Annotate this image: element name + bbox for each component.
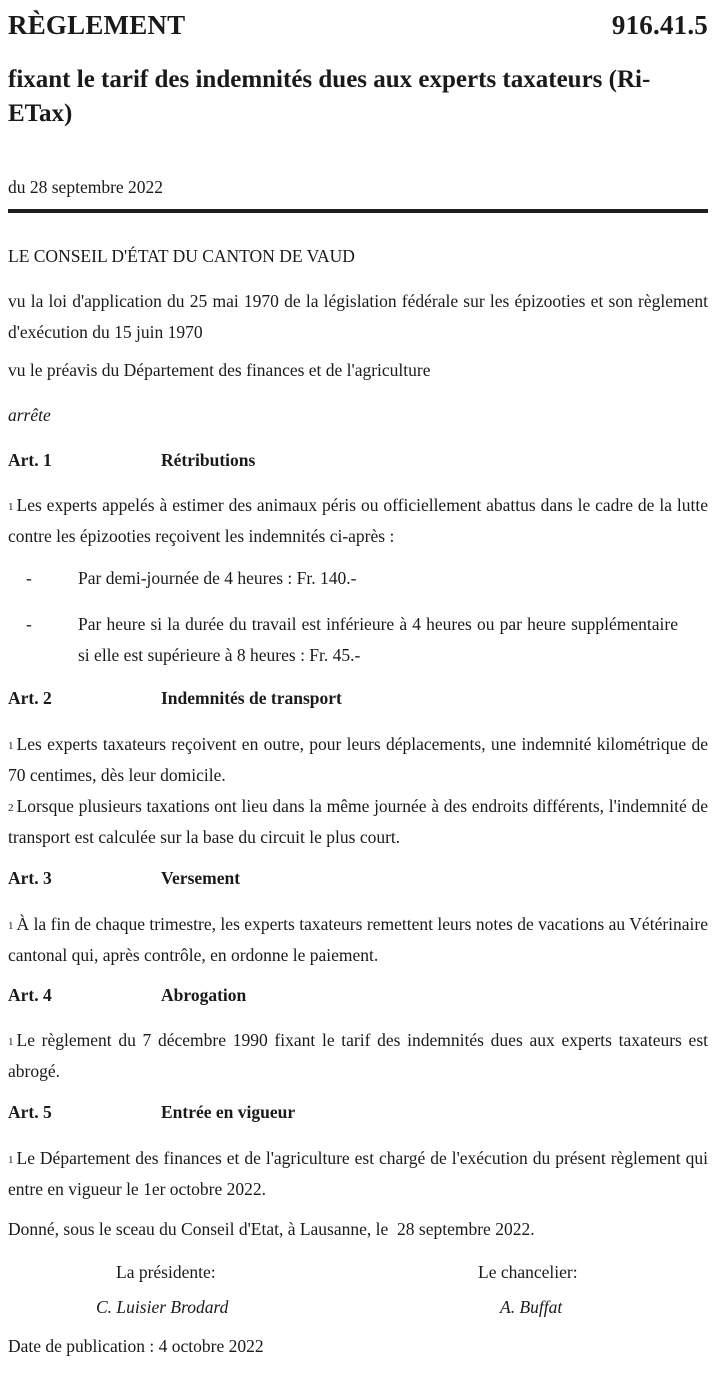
document-date: du 28 septembre 2022 bbox=[8, 177, 164, 197]
bullet-dash: - bbox=[26, 568, 32, 588]
paragraph-text: Les experts appelés à estimer des animaux péris ou officiellement abattus dans le cadre de la lutte contre les épizooties reçoivent les indemnités ci-après : bbox=[8, 495, 708, 546]
article-3-title: Versement bbox=[161, 868, 241, 888]
signatory-left-name: C. Luisier Brodard bbox=[96, 1297, 229, 1317]
article-4-title: Abrogation bbox=[161, 985, 247, 1005]
article-5-title: Entrée en vigueur bbox=[161, 1102, 296, 1122]
paragraph-text: Le règlement du 7 décembre 1990 fixant le tarif des indemnités dues aux experts taxateurs est abrogé. bbox=[8, 1030, 708, 1081]
signatory-right-role: Le chancelier: bbox=[478, 1262, 578, 1282]
paragraph-text: Lorsque plusieurs taxations ont lieu dans la même journée à des endroits différents, l'indemnité de transport est calculée sur la base du circuit le plus court. bbox=[8, 796, 708, 847]
preamble-vu-1: vu la loi d'application du 25 mai 1970 de la législation fédérale sur les épizooties et son règlement d'exécution du 15 juin 1970 bbox=[8, 291, 708, 342]
paragraph-text: Les experts taxateurs reçoivent en outre, pour leurs déplacements, une indemnité kilométrique de 70 centimes, dès leur domicile. bbox=[8, 734, 708, 785]
article-2-title: Indemnités de transport bbox=[161, 688, 342, 708]
article-5-number: Art. 5 bbox=[8, 1102, 52, 1122]
article-1-title: Rétributions bbox=[161, 450, 256, 470]
preamble-decision: arrête bbox=[8, 405, 51, 425]
paragraph-text: À la fin de chaque trimestre, les experts taxateurs remettent leurs notes de vacations au Vétérinaire cantonal qui, après contrôle, en ordonne le paiement. bbox=[8, 914, 708, 965]
paragraph-number: 1 bbox=[8, 920, 14, 932]
article-4-number: Art. 4 bbox=[8, 985, 52, 1005]
header-divider bbox=[8, 209, 708, 213]
paragraph-number: 2 bbox=[8, 802, 14, 814]
article-3-paragraph-1 bbox=[8, 909, 708, 971]
document-title: fixant le tarif des indemnités dues aux experts taxateurs (Ri-ETax) bbox=[8, 66, 651, 127]
given-line: Donné, sous le sceau du Conseil d'Etat, à Lausanne, le 28 septembre 2022. bbox=[8, 1219, 535, 1239]
bullet-item-hourly: Par heure si la durée du travail est inférieure à 4 heures ou par heure supplémentaire si elle est supérieure à 8 heures : Fr. 45.- bbox=[78, 614, 678, 665]
signatory-right-name: A. Buffat bbox=[500, 1297, 563, 1317]
article-2-paragraph-2 bbox=[8, 791, 708, 853]
paragraph-number: 1 bbox=[8, 1154, 14, 1166]
paragraph-number: 1 bbox=[8, 501, 14, 513]
paragraph-text: Le Département des finances et de l'agriculture est chargé de l'exécution du présent règlement qui entre en vigueur le 1er octobre 2022. bbox=[8, 1148, 708, 1199]
document-type: RÈGLEMENT bbox=[8, 10, 186, 40]
article-5-paragraph-1 bbox=[8, 1143, 708, 1205]
publication-date: Date de publication : 4 octobre 2022 bbox=[8, 1336, 264, 1356]
article-2-number: Art. 2 bbox=[8, 688, 52, 708]
article-1-number: Art. 1 bbox=[8, 450, 52, 470]
bullet-dash: - bbox=[26, 614, 32, 634]
paragraph-number: 1 bbox=[8, 740, 14, 752]
article-2-paragraph-1 bbox=[8, 729, 708, 791]
article-3-number: Art. 3 bbox=[8, 868, 52, 888]
preamble-vu-2: vu le préavis du Département des finances et de l'agriculture bbox=[8, 360, 431, 380]
paragraph-number: 1 bbox=[8, 1036, 14, 1048]
signatory-left-role: La présidente: bbox=[116, 1262, 216, 1282]
article-4-paragraph-1 bbox=[8, 1025, 708, 1087]
article-1-paragraph-1 bbox=[8, 490, 708, 552]
document-number: 916.41.5 bbox=[611, 10, 708, 40]
authority-line: LE CONSEIL D'ÉTAT DU CANTON DE VAUD bbox=[8, 246, 355, 266]
bullet-item-half-day: Par demi-journée de 4 heures : Fr. 140.- bbox=[78, 568, 357, 588]
